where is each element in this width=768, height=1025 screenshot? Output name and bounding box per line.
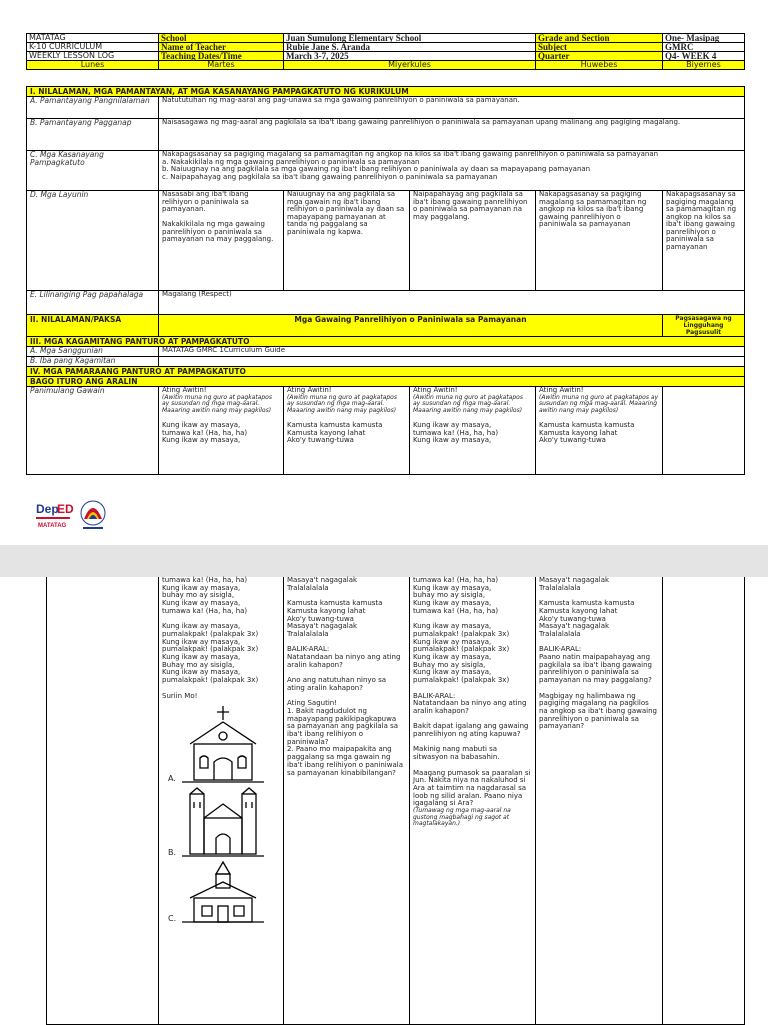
grade-section-value: One- Masipag [663, 34, 745, 43]
song-heading: Ating Awitin! [162, 386, 207, 394]
topic-title: Mga Gawaing Panrelihiyon o Paniniwala sa Pamayanan [159, 315, 663, 337]
subject-label: Subject [536, 43, 663, 52]
row-label: B. Iba pang Kagamitan [27, 357, 159, 367]
row-label: C. Mga Kasanayang Pampagkatuto [27, 151, 159, 191]
row-label: A. Pamantayang Pangnilalaman [27, 97, 159, 119]
objective-friday: Nakapagsasanay sa pagiging magalang sa pamamagitan ng angkop na kilos sa iba't ibang gawaing panrelihiyon o paniniwala sa pamayanan [663, 191, 745, 291]
continued-table [46, 577, 745, 1025]
continued-wednesday [410, 577, 536, 1025]
wednesday-text: tumawa ka! (Ha, ha, ha) Kung ikaw ay masaya, buhay mo ay sisigla, Kung ikaw ay masaya, tumawa ka! (Ha, ha, ha) Kung ikaw ay masaya, pumalakpak! (palakpak 3x) Kung ikaw ay masaya, pumalakpak! (palakpak 3x) Kung ikaw ay masaya, Buhay mo ay sisigla, Kung ikaw ay masaya, pumalakpak! (palakpak 3x) BALIK-ARAL: Natatandaan ba ninyo ang ating aralin kahapon? Bakit dapat igalang ang gawaing panrelihiyon ng ating kapuwa? Makinig nang mabuti sa sitwasyon na babasahin. Maagang pumasok sa paaralan si Jun. Nakita niya na nakaluhod si Ara at taimtim na nagdarasal sa loob ng silid aralan. Paano niya igagalang si Ara? [413, 576, 531, 808]
deped-matatag-logo [34, 499, 72, 533]
content-standard: Natututuhan ng mag-aaral ang pag-unawa sa mga gawaing panrelihiyon o paniniwala sa pamayanan. [159, 97, 745, 119]
church-option-a [168, 704, 280, 784]
song-note: (Awitin muna ng guro at pagkatapos ay susundan ng mga mag-aaral. Maaaring awitin nang may pagkilos) [413, 393, 523, 414]
intro-tuesday [284, 387, 410, 475]
continued-thursday: Masaya't nagagalak Tralalalalala Kamusta kamusta kamusta Kamusta kayong lahat Ako'y tuwang-tuwa Masaya't nagagalak Tralalalalala BALIK-ARAL: Paano natin maipapahayag ang pagkilala sa iba't ibang gawaing panrelihiyon o paniniwala sa pamayanan na may paggalang? Magbigay ng halimbawa ng pagiging magalang na pagkilos na angkop sa iba't ibang gawaing panrelihiyon o paniniwala sa pamayanan? [536, 577, 663, 1025]
quarter-label: Quarter [536, 52, 663, 61]
references-text: MATATAG GMRC 1Curriculum Guide [159, 347, 745, 357]
objective-tuesday: Naiuugnay na ang pagkilala sa mga gawain ng iba't ibang relihiyon o paniniwala ay daan sa mapayapang pamayanan at tanda ng paggalang sa paniniwala ng kapwa. [284, 191, 410, 291]
continued-tuesday: Masaya't nagagalak Tralalalalala Kamusta kamusta kamusta Kamusta kayong lahat Ako'y tuwang-tuwa Masaya't nagagalak Tralalalalala BALIK-ARAL: Natatandaan ba ninyo ang ating aralin kahapon? Ano ang natutuhan ninyo sa ating aralin kahapon? Ating Sagutin! 1. Bakit nagdudulot ng mapayapang pakikipagkapuwa sa pamayanan ang pagkilala sa iba't ibang relihiyon o paniniwala? 2. Paano mo maipapakita ang paggalang sa mga gawain ng iba't ibang relihiyon o paniniwala sa pamayanan kinabibilangan? [284, 577, 410, 1025]
lesson-table [26, 86, 745, 475]
svg-text:MATATAG: MATATAG [38, 523, 67, 529]
label-column [47, 577, 159, 1025]
wednesday-note: (Tumawag ng mga mag-aaral na gustong magbahagi ng sagot at magtalakayan.) [413, 807, 511, 828]
intro-friday [663, 387, 745, 475]
header-row [27, 52, 745, 61]
song-note: (Awitin muna ng guro at pagkatapos ay susundan ng mga mag-aaral. Maaaring awitin nang may pagkilos) [162, 393, 272, 414]
svg-text:ED: ED [57, 502, 74, 516]
learning-competencies: Nakapagsasanay sa pagiging magalang sa pamamagitan ng angkop na kilos sa iba't ibang gawaing panrelihiyon o paniniwala sa pamayanan a. Nakakikilala ng mga gawaing panrelihiyon o paniniwala sa pamayanan b. Naiuugnay na ang pagkilala sa mga gawaing ng iba't ibang relihiyon o paniniwala ay daan sa mapayapang pamayanan c. Naipapahayag ang pagkilala sa iba't ibang gawaing panrelihiyon o paniniwala sa pamayanan [159, 151, 745, 191]
section-heading: II. NILALAMAN/PAKSA [27, 315, 159, 337]
song-note: (Awitin muna ng guro at pagkatapos ay susundan ng mga mag-aaral. Maaaring awitin nang may pagkilos) [539, 393, 659, 414]
school-label: School [159, 34, 284, 43]
song-heading: Ating Awitin! [287, 386, 332, 394]
lesson-log-page-2 [0, 577, 768, 1024]
objective-wednesday: Naipapahayag ang pagkilala sa iba't ibang gawaing panrelihiyon o paniniwala sa pamayanan na may paggalang. [410, 191, 536, 291]
dates-label: Teaching Dates/Time [159, 52, 284, 61]
song-heading: Ating Awitin! [539, 386, 584, 394]
curriculum-label: WEEKLY LESSON LOG [27, 52, 159, 61]
curriculum-label: MATATAG [27, 34, 159, 43]
teacher-value: Rubie Jane S. Aranda [284, 43, 536, 52]
church-option-c [168, 862, 280, 924]
header-table [26, 33, 745, 70]
values-text: Magalang (Respect) [159, 291, 745, 315]
bagong-pilipinas-seal-icon [78, 499, 108, 533]
song-lyrics: Kung ikaw ay masaya, tumawa ka! (Ha, ha, ha) Kung ikaw ay masaya, [413, 421, 499, 444]
section-heading: III. MGA KAGAMITANG PANTURO AT PAMPAGKATUTO [27, 337, 745, 347]
song-note: (Awitin muna ng guro at pagkatapos ay susundan ng mga mag-aaral. Maaaring awitin nang may pagkilos) [287, 393, 397, 414]
row-label: A. Mga Sanggunian [27, 347, 159, 357]
song-lyrics: Kung ikaw ay masaya, tumawa ka! (Ha, ha, ha) Kung ikaw ay masaya, [162, 421, 248, 444]
church-icon [180, 862, 266, 924]
continued-monday [159, 577, 284, 1025]
church-option-b [168, 788, 280, 858]
song-lyrics: Kamusta kamusta kamusta Kamusta kayong lahat Ako'y tuwang-tuwa [539, 421, 635, 444]
header-row [27, 43, 745, 52]
day-wednesday: Miyerkules [284, 61, 536, 70]
subject-value: GMRC [663, 43, 745, 52]
option-label: B. [168, 847, 177, 857]
other-materials [159, 357, 745, 367]
row-label: E. Lilinanging Pag papahalaga [27, 291, 159, 315]
header-row [27, 34, 745, 43]
option-label: C. [168, 913, 177, 923]
section-heading: IV. MGA PAMARAANG PANTURO AT PAMPAGKATUTO [27, 367, 745, 377]
continued-friday [663, 577, 745, 1025]
school-value: Juan Sumulong Elementary School [284, 34, 536, 43]
intro-wednesday [410, 387, 536, 475]
row-label: D. Mga Layunin [27, 191, 159, 291]
svg-text:Dep: Dep [36, 502, 59, 516]
song-heading: Ating Awitin! [413, 386, 458, 394]
page-gap [0, 545, 768, 577]
church-icon [180, 704, 266, 784]
monday-text: tumawa ka! (Ha, ha, ha) Kung ikaw ay masaya, buhay mo ay sisigla, Kung ikaw ay masaya, tumawa ka! (Ha, ha, ha) Kung ikaw ay masaya, pumalakpak! (palakpak 3x) Kung ikaw ay masaya, pumalakpak! (palakpak 3x) Kung ikaw ay masaya, Buhay mo ay sisigla, Kung ikaw ay masaya, pumalakpak! (palakpak 3x) Suriin Mo! [162, 576, 259, 700]
objective-thursday: Nakapagsasanay sa pagiging magalang sa pamamagitan ng angkop na kilos sa iba't ibang gawaing panrelihiyon o paniniwala sa pamayanan [536, 191, 663, 291]
intro-thursday [536, 387, 663, 475]
section-heading: I. NILALAMAN, MGA PAMANTAYAN, AT MGA KASANAYANG PAMPAGKATUTO NG KURIKULUM [27, 87, 745, 97]
song-lyrics: Kamusta kamusta kamusta Kamusta kayong lahat Ako'y tuwang-tuwa [287, 421, 383, 444]
row-label: Panimulang Gawain [27, 387, 159, 475]
day-thursday: Huwebes [536, 61, 663, 70]
grade-section-label: Grade and Section [536, 34, 663, 43]
row-label: B. Pamantayang Pagganap [27, 119, 159, 151]
dates-value: March 3-7, 2025 [284, 52, 536, 61]
objective-monday: Nasasabi ang iba't ibang relihiyon o paniniwala sa pamayanan. Nakakikilala ng mga gawaing panrelihiyon o paniniwala sa pamayanan na may paggalang. [159, 191, 284, 291]
section-heading: BAGO ITURO ANG ARALIN [27, 377, 745, 387]
church-icon [180, 788, 266, 858]
day-monday: Lunes [27, 61, 159, 70]
day-tuesday: Martes [159, 61, 284, 70]
weekly-test-label: Pagsasagawa ng Lingguhang Pagsusulit [663, 315, 745, 337]
footer-logos [34, 499, 108, 533]
teacher-label: Name of Teacher [159, 43, 284, 52]
intro-monday [159, 387, 284, 475]
day-friday: Biyernes [663, 61, 745, 70]
performance-standard: Naisasagawa ng mag-aaral ang pagkilala sa iba't ibang gawaing panrelihiyon o paniniwala sa pamayanan upang malinang ang pagiging magalang. [159, 119, 745, 151]
quarter-value: Q4- WEEK 4 [663, 52, 745, 61]
option-label: A. [168, 773, 176, 783]
days-row [27, 61, 745, 70]
curriculum-label: K-10 CURRICULUM [27, 43, 159, 52]
